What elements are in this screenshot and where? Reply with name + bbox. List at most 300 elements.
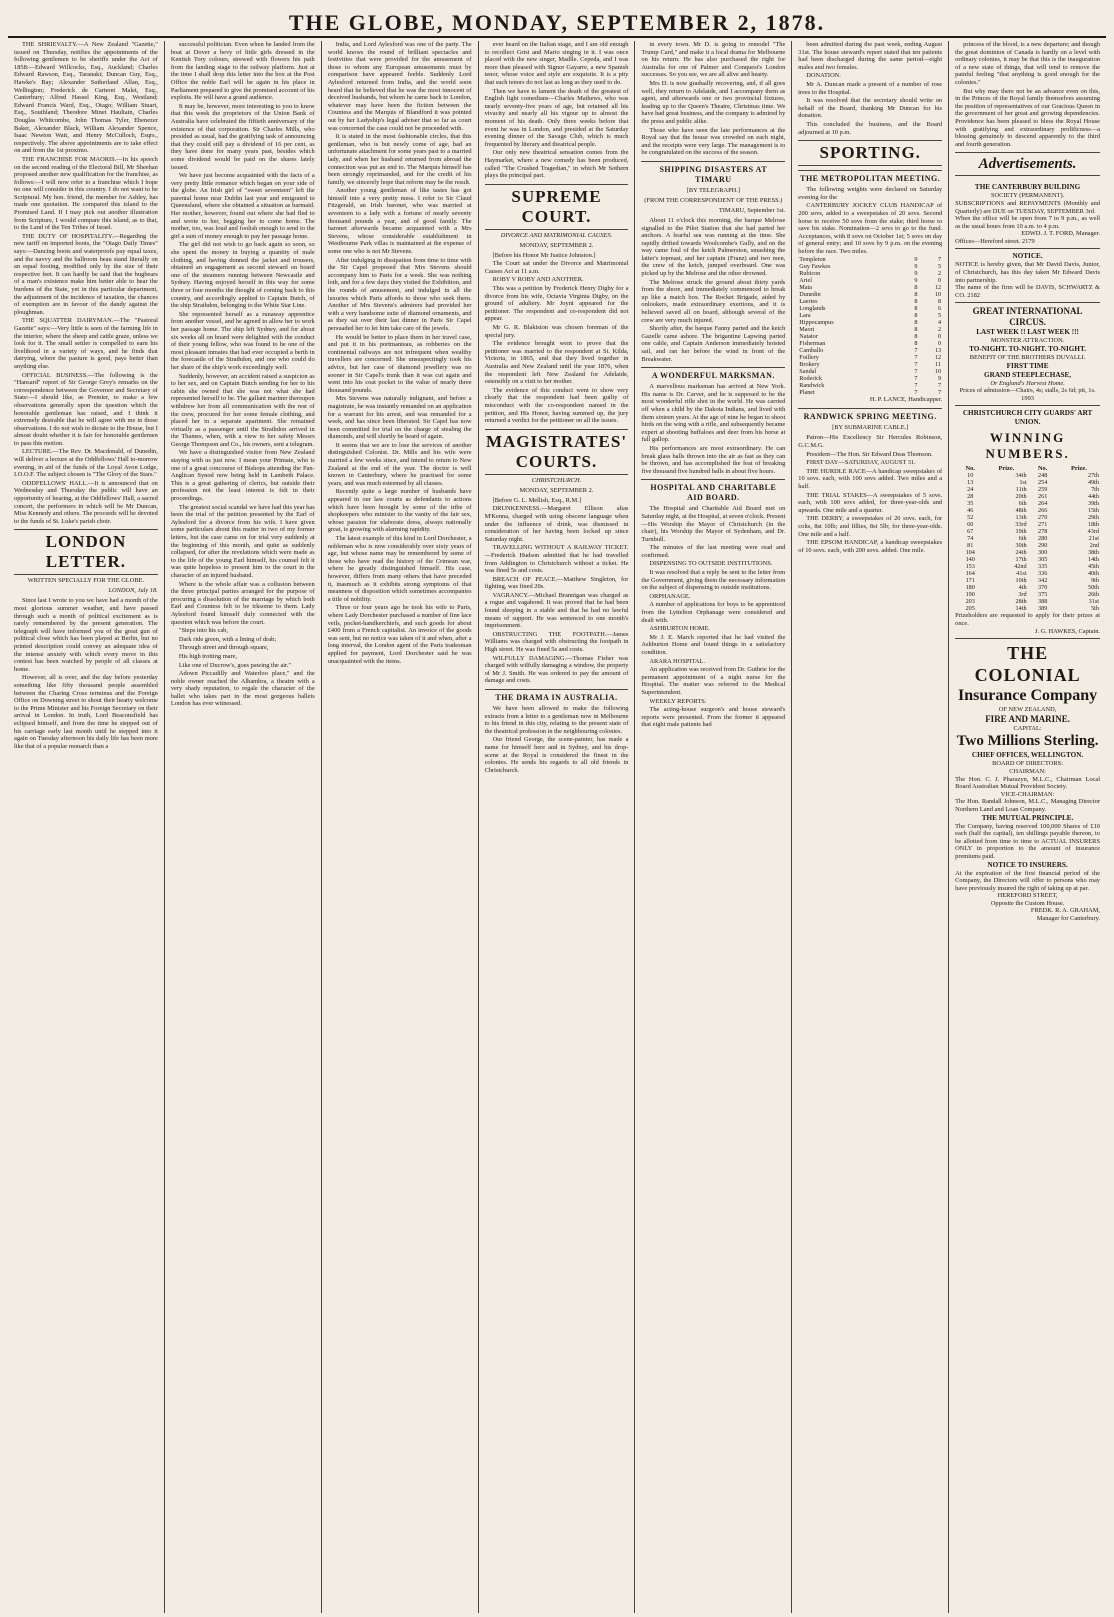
weights-row	[798, 368, 942, 375]
ticket-number: 336	[1038, 570, 1048, 578]
prize-rank: 3rd	[1018, 591, 1027, 599]
prize-rank: 28th	[1015, 598, 1027, 606]
weight-stone: 8	[914, 291, 918, 299]
weights-row	[798, 361, 942, 368]
metropolitan-meeting-body	[798, 186, 942, 255]
horse-name: Laertes	[799, 298, 818, 306]
article-paragraph: Mr A. Duncan made a present of a number of rose trees to the Hospital.	[798, 80, 943, 96]
weight-stone: 7	[914, 375, 918, 383]
ticket-number: 190	[965, 591, 975, 599]
prize-column-header: Prize.	[998, 465, 1015, 473]
prize-row	[955, 500, 1100, 507]
article-paragraph: A marvellous marksman has arrived at New York. His name is Dr. Carver, and he is supposed to be the most wonderful rifle shot in the world. He was carried off when a child by the Dakota Indians, and lived with them sixteen years. At the age of nine he began to shoot birds on the wing with a rifle, and subsequently became expert at shooting buffaloes and deer from his horse at full gallop.	[641, 383, 786, 444]
prize-rank: 5th	[1091, 605, 1099, 613]
insurance-mutual-text: The Company, having reserved 100,000 Shares of £10 each (half the capital), ten shillings payable thereon, to be allotted from time to time to ACTUAL INSURERS ONLY in proportion to the amount of insurance premiums paid.	[955, 822, 1100, 860]
prize-rank: 30th	[1015, 542, 1027, 550]
article-paragraph: Mr J. E. March reported that he had visited the Ashburton Home and found things in a satisfactory condition.	[641, 633, 786, 656]
weight-pounds: 12	[934, 284, 942, 292]
horse-name: Roderick	[799, 375, 822, 383]
drama-title: THE DRAMA IN AUSTRALIA.	[485, 689, 629, 703]
ticket-number: 335	[1038, 563, 1048, 571]
circus-tonight: TO-NIGHT. TO-NIGHT. TO-NIGHT.	[969, 345, 1087, 354]
hospital-board-body	[641, 505, 785, 729]
prize-rank: 2nd	[1089, 542, 1099, 550]
prize-rank: 26th	[1087, 591, 1099, 599]
ticket-number: 266	[1038, 507, 1048, 515]
ticket-number: 389	[1038, 605, 1048, 613]
prize-row	[955, 563, 1100, 570]
ticket-number: 171	[965, 577, 975, 585]
circus-last-week: LAST WEEK !! LAST WEEK !!!	[976, 328, 1079, 337]
article-paragraph: Another young gentleman of like tastes has got himself into a very pretty mess. I refer to Sir Claud Fitzgerald, an Irish baronet, who was married at seventeen to a lady with a fortune of nearly seventy thousand pounds a year, and of good family. The baronet afterwards became acquainted with a Mrs Stevens, whose considerable establishment in Westbourne Park villas is maintained at the expense of some one who is not Mr Stevens.	[327, 187, 472, 256]
ticket-number: 290	[1038, 542, 1048, 550]
london-letter-sub: WRITTEN SPECIALLY FOR THE GLOBE.	[27, 577, 145, 585]
prize-row	[955, 507, 1100, 514]
weights-row	[798, 319, 942, 326]
art-union-ad	[955, 406, 1100, 639]
ticket-number: 46	[967, 507, 974, 515]
ticket-number: 261	[1038, 493, 1048, 501]
london-letter-date: LONDON, July 18.	[108, 587, 158, 595]
article-paragraph: Those who have seen the late performances at the Royal say that the house was crowded on each night, and the receipts were very large. The management is to be congratulated on the success of the season.	[641, 126, 786, 157]
prize-rank: 42nd	[1014, 563, 1027, 571]
marksman-title: A WONDERFUL MARKSMAN.	[641, 367, 785, 381]
ticket-number: 248	[1038, 472, 1048, 480]
article-paragraph: THE FRANCHISE FOR MAORIS.—In his speech on the second reading of the Electoral Bill, Mr Sheehan proposed another new qualification for the franchise, as follows:—I will now refer to a franchise which I hope no one will consider in this country. I do not want to be Scriptural. My hon. friend, the member for Ashley, has made one quotation. He compared this island to the Promised Land. If I may pick out another illustration from Scripture, I would compare this island, as to that, to the Land of the Ten Tribes of Israel.	[14, 155, 158, 232]
article-paragraph: Through street and through square,	[178, 644, 269, 652]
article-paragraph: The latest example of this kind in Lord Dorchester, a nobleman who is now considerably over sixty years of age, but whose name may be remembered by some of those who have read the history of the Crimean war, where he greatly distinguished himself. His case, however, differs from many others that have preceded it, inasmuch as it exhibits strong symptoms of that meanness of disposition which sometimes accompanies a title of nobility.	[327, 535, 472, 603]
horse-name: Foillery	[799, 354, 819, 362]
court-paragraph: DRUNKENNESS.—Margaret Ellison alias M'Kenna, charged with using obscene language when under the influence of drink, was dismissed in consideration of her having been locked up since Saturday night.	[484, 505, 629, 543]
prize-signature: J. G. HAWKES, Captain.	[1035, 627, 1100, 635]
ticket-number: 203	[965, 598, 975, 606]
weight-pounds: 10	[934, 368, 942, 376]
article-paragraph: WEEKLY REPORTS.	[649, 697, 707, 705]
article-paragraph: His performances are most extraordinary. He can break glass balls thrown into the air as fast as they can be thrown, and has accomplished the feat of breaking five thousand five hundred balls in about five hours.	[641, 444, 786, 475]
weights-row	[798, 347, 942, 354]
weight-pounds: 13	[934, 347, 942, 355]
weights-row	[798, 298, 942, 305]
weight-pounds: 7	[938, 382, 942, 390]
prize-rank: 41st	[1016, 570, 1027, 578]
article-paragraph: An application was received from Dr. Guthrie for the permanent appointment of a night nurse for the Hospital. The matter was referred to the Medical Superintendent.	[641, 666, 786, 696]
magistrates-courts-sub: CHRISTCHURCH.	[531, 476, 582, 484]
weight-stone: 8	[914, 333, 918, 341]
winning-numbers-title: WINNING NUMBERS.	[985, 430, 1070, 462]
prize-row	[955, 598, 1100, 605]
weight-stone: 7	[914, 382, 918, 390]
magistrates-courts-body	[485, 497, 629, 685]
ticket-number: 74	[967, 535, 974, 543]
weights-table	[798, 256, 942, 396]
court-paragraph: The evidence of this conduct went to show very clearly that the respondent had been guilty of misconduct with the co-respondent named in the petition, and His Honor, having summed up, the jury returned a verdict for the petitioner on all the issues.	[484, 386, 629, 425]
prize-rank: 13th	[1015, 514, 1027, 522]
handicapper-signature: H. P. LANCE, Handicapper.	[869, 396, 943, 404]
prize-row	[955, 577, 1100, 584]
insurance-capital-label: CAPITAL:	[1013, 724, 1042, 732]
weights-row	[798, 326, 942, 333]
horse-name: Maori	[799, 326, 815, 334]
column-5-articles	[641, 41, 785, 157]
metropolitan-meeting-title: THE METROPOLITAN MEETING.	[798, 170, 942, 184]
prize-rank: 40th	[1087, 570, 1099, 578]
shipping-disasters-sub: [BY TELEGRAPH.]	[686, 186, 740, 194]
insurance-chairman: The Hon. C. J. Pharazyn, M.L.C., Chairman Local Board Australian Mutual Provident Society.	[955, 775, 1100, 791]
article-paragraph: Patron—His Excellency Sir Hercules Robinson, G.C.M.G.	[798, 434, 943, 450]
randwick-meeting-sub: [BY SUBMARINE CABLE.]	[832, 424, 909, 432]
article-paragraph: successful politician. Even when he landed from the boat at Dover a bevy of little girls dressed in the Kentish Tory colours, strewed with flowers his path from the landing stage to the railway platform. Just at the time I shall drop this letter into the box at the Post Office the noble Earl will be again in his place in Parliament prepared to give the promised account of his exploits. He will have a grand audience.	[170, 41, 315, 102]
article-paragraph: It seems that we are to lose the services of another distinguished Colonist. Dr. Mills and his wife were married a few weeks since, and intend to return to New Zealand at the end of the year. The doctor is well known in Canterbury, where he practised for some years, and was much esteemed by all classes.	[327, 441, 472, 487]
ticket-number: 205	[965, 605, 975, 613]
horse-name: Rubicon	[799, 270, 821, 278]
article-paragraph: The greatest social scandal we have had this year has been the trial of the petition presented by the Earl of Aylesford for a divorce from his wife. I have given some particulars about this matter in two of my former letters, but the case came on for trial very suddenly at the beginning of this month, and quite as suddenly collapsed, for after the revelations which were made as to the life of the young Earl himself, his counsel felt it was quite hopeless to present him to the court in the character of an injured husband.	[170, 503, 315, 579]
horse-name: Camballo	[799, 347, 824, 355]
prize-rank: 19th	[1015, 528, 1027, 536]
horse-name: Dunedin	[799, 291, 821, 299]
circus-harvest-home: Or England's Harvest Home.	[990, 379, 1065, 387]
building-society-name: THE CANTERBURY BUILDING	[974, 183, 1081, 192]
column-6	[792, 41, 949, 1613]
prize-row	[955, 521, 1100, 528]
article-paragraph: It may be, however, more interesting to you to know that this week the proprietors of the Union Bank of Australia have celebrated the fiftieth anniversary of the existence of that corporation. Sir Charles Mills, who presided as usual, had the gratifying task of announcing that they could still pay a dividend of 16 per cent, as they have done for many years past, besides which some dividend would be paid on the shares lately issued.	[170, 102, 315, 171]
prize-rank: 27th	[1087, 472, 1099, 480]
article-paragraph: Then we have to lament the death of the greatest of English light comedians—Charles Mathews, who was nearly seventy-five years of age, but retained all his vivacity and nearly all his vigour up to almost the moment of his death. Only three weeks before that event he was in London, and presided at the Saturday evening dinner of the Savage Club, which is much frequented by literary and theatrical people.	[484, 87, 629, 148]
horse-name: Lara	[799, 312, 811, 320]
supreme-court-body	[485, 252, 629, 425]
ticket-number: 264	[1038, 500, 1048, 508]
ticket-number: 67	[967, 528, 974, 536]
weight-pounds: 8	[938, 298, 942, 306]
article-paragraph: THE TRIAL STAKES—A sweepstakes of 5 sovs. each, with 100 sovs added, for three-year-olds and upwards. One mile and a quarter.	[798, 491, 943, 514]
article-paragraph: Dark ride green, with a lining of drab;	[178, 635, 277, 643]
ticket-number: 52	[967, 514, 974, 522]
weight-stone: 9	[914, 263, 918, 271]
court-paragraph: BREACH OF PEACE.—Matthew Singleton, for fighting, was fined 20s.	[484, 575, 629, 591]
circus-prices: Prices of admission—Chairs, 4s; stalls, 2s 6d; pit, 1s. 1993	[959, 387, 1096, 402]
column-7	[949, 41, 1106, 1613]
prize-rank: 9th	[1091, 577, 1099, 585]
weight-stone: 8	[914, 312, 918, 320]
weights-row	[798, 305, 942, 312]
prize-rank: 31st	[1088, 598, 1099, 606]
weights-row	[798, 270, 942, 277]
randwick-meeting-title: RANDWICK SPRING MEETING.	[798, 408, 942, 422]
weight-stone: 7	[914, 368, 918, 376]
prize-row	[955, 584, 1100, 591]
column-2-articles	[171, 41, 315, 708]
supreme-court-sub: DIVORCE AND MATRIMONIAL CAUSES.	[500, 231, 613, 239]
prize-row	[955, 528, 1100, 535]
ticket-number: 10	[967, 472, 974, 480]
article-paragraph: President—The Hon. Sir Edward Deas Thomson.	[806, 450, 933, 458]
london-letter-body	[14, 597, 158, 750]
prize-rank: 18th	[1087, 521, 1099, 529]
ticket-number: 388	[1038, 598, 1048, 606]
weight-pounds: 9	[938, 375, 942, 383]
article-paragraph: DONATION.	[806, 72, 841, 80]
circus-ad	[955, 303, 1100, 406]
horse-name: Longlands	[799, 305, 826, 313]
ticket-number: 342	[1038, 577, 1048, 585]
building-society-notice: SUBSCRIPTIONS and REPAYMENTS (Monthly and Quarterly) are DUE on TUESDAY, SEPTEMBER 3rd.	[955, 199, 1100, 215]
prize-rank: 44th	[1087, 493, 1099, 501]
article-paragraph: princess of the blood, is a new departure; and though the great dominion of Canada is hardly on a level with ordinary colonies, it may be that this is the inauguration of a new state of things, that will tend to remove the painful feeling "that anything is good enough for the colonies."	[955, 41, 1100, 86]
article-paragraph: The minutes of the last meeting were read and confirmed.	[641, 544, 786, 559]
prize-rank: 50th	[1087, 584, 1099, 592]
article-paragraph: Mrs Stevens was naturally indignant, and before a magistrate, he was instantly remanded on an application for a warrant for his arrest, and was remanded for a week, and has since been liberated. Sir Capel has now been committed for trial on the charge of stealing the diamonds, and will shortly be heard of again.	[327, 395, 472, 441]
marksman-body	[641, 383, 785, 475]
weight-stone: 8	[914, 298, 918, 306]
prize-rank: 24th	[1015, 549, 1027, 557]
circus-benefit: BENEFIT OF THE BROTHERS DUVALLI.	[969, 354, 1086, 362]
prize-rank: 11th	[1015, 486, 1027, 494]
weight-stone: 8	[914, 340, 918, 348]
article-paragraph: Adown Piccadilly and Waterloo place," and the noble owner reached the Alhambra, a theatre with a very shady reputation, to regale the character of the ballet who takes part in the most gorgeous ballets London has ever witnessed.	[170, 670, 315, 708]
article-paragraph: It was resolved that the secretary should write on behalf of the Board, thanking Mr Duncan for his donation.	[798, 97, 943, 120]
article-paragraph: in every town. Mr D. is going to remodel "The Trump Card," and make it a local drama for Melbourne on his return. He has also purchased the right for Australia for one of Palmer and Conquest's London successes. So you see, we are all alive and hearty.	[641, 41, 786, 79]
prize-row	[955, 542, 1100, 549]
prize-row	[955, 605, 1100, 612]
article-paragraph: DISPENSING TO OUTSIDE INSTITUTIONS.	[649, 560, 773, 568]
ticket-number: 164	[965, 570, 975, 578]
insurance-chairman-label: CHAIRMAN:	[1009, 767, 1046, 775]
weight-pounds: 0	[938, 333, 942, 341]
weight-pounds: 4	[938, 319, 942, 327]
horse-name: Sandal	[799, 368, 817, 376]
weights-row	[798, 375, 942, 382]
weight-stone: 9	[914, 270, 918, 278]
article-paragraph: We have just become acquainted with the facts of a very pretty little romance which began on your side of the globe. An Irish girl of "sweet seventeen" left the parental home near Dublin last year and emigrated to Queensland, where she obtained a situation as barmaid. Her mother, however, found out where she had fled to and wrote to her, begging her to come home. The mother, too, was loud and foolish enough to send to the girl a sum of money enough to pay her passage home.	[170, 172, 315, 240]
insurance-offices: CHIEF OFFICES, WELLINGTON.	[971, 751, 1084, 760]
drama-body	[485, 705, 629, 774]
prize-rank: 14th	[1087, 556, 1099, 564]
hospital-board-title: HOSPITAL AND CHARITABLE AID BOARD.	[641, 479, 785, 503]
insurance-fire-marine: FIRE AND MARINE.	[985, 713, 1070, 724]
article-paragraph: ORPHANAGE.	[649, 592, 691, 600]
prize-rank: 45th	[1087, 563, 1099, 571]
building-society-ad	[955, 180, 1100, 249]
horse-name: Natator	[799, 333, 818, 341]
article-paragraph: LECTURE.—The Rev. Dr. Macdonald, of Dunedin, will deliver a lecture at the Oddfellows' Hall to-morrow evening, in aid of the funds of the Loyal Avon Lodge, I.O.O.F. The subject chosen is "The Glory of the Stars."	[14, 448, 158, 479]
weight-stone: 8	[914, 326, 918, 334]
court-paragraph: The evidence brought went to prove that the petitioner was married to the respondent at St. Kilda, Victoria, in 1865, and that they lived together in Australia and New Zealand until the year 1876, when the respondent left New Zealand for Adelaide, ostensibly on a visit to her mother.	[484, 340, 629, 386]
column-5	[635, 41, 792, 1613]
court-paragraph: WILFULLY DAMAGING.—Thomas Fisher was charged with wilfully damaging a window, the property of Mr J. Smith. He was ordered to pay the amount of damage and costs.	[484, 654, 629, 685]
article-paragraph: We have a distinguished visitor from New Zealand staying with us just now. I mean your Primate, who is one of a great concourse of Bishops attending the Pan-Anglican Synod now being held in Lambeth Palace. This is a great gathering of clerics, but outside their profession not the least interest is felt in their proceedings.	[170, 449, 315, 503]
insurance-address: HEREFORD STREET,	[997, 892, 1058, 900]
building-society-manager: EDWD. J. T. FORD, Manager.	[1021, 230, 1100, 238]
article-paragraph: Three or four years ago he took his wife to Paris, where Lady Dorchester purchased a number of fine lace veils, pocket-handkerchiefs, and such goods for about £400 from a French capitalist. An invoice of the goods was sent, but no notice was taken of it and when, after a long interval, the London agent of the Paris tradesman applied for payment, Lord Dorchester said he was unacquainted with the items.	[327, 604, 472, 665]
ticket-number: 180	[965, 584, 975, 592]
horse-name: Ariel	[799, 277, 812, 285]
court-paragraph: OBSTRUCTING THE FOOTPATH.—James Williams was charged with obstructing the footpath in High street. He was fined 5s and costs.	[484, 630, 629, 654]
article-paragraph: He would be better to place them in her travel case, and put it in his portmanteau, as robberies on the continental railways are not infrequent when wealthy travellers are concerned. She unsuspectingly took his advice, but her case of diamond jewellery was no sooner in Sir Capel's trunk than it was cut again and went into his coat pocket to the value of nearly three thousand pounds.	[327, 333, 472, 394]
horse-name: Randwick	[799, 382, 825, 390]
colonial-name: THE COLONIAL	[974, 643, 1081, 686]
article-paragraph: THE DUTY OF HOSPITALITY.—Regarding the new tariff on imported boots, the "Otago Daily Times" says:—Dancing boots and waterproofs pay equal taxes, and the navvy and the ballroom beau stand literally on an equal footing, modified only by the size of their respective feet. It can hardly be said that the bugbears of a man's existence make him better able to bear the burdens of the State, yet in this particular department, the adjustment of the incidence of taxation, the chances of exemption are in favour of the dandy against the ploughman.	[14, 232, 158, 316]
circus-attraction: MONSTER ATTRACTION.	[990, 337, 1065, 345]
insurance-capital: Two Millions Sterling.	[956, 733, 1099, 750]
building-society-hours: When the office will be open from 7 to 9 p.m., as well as the usual hours from 10 a.m. to 4 p.m.	[955, 215, 1100, 230]
prize-rank: 48th	[1015, 507, 1027, 515]
ticket-number: 280	[1038, 535, 1048, 543]
prize-note: Prizeholders are requested to apply for their prizes at once.	[955, 612, 1100, 627]
article-paragraph: OFFICIAL BUSINESS.—The following is the "Hansard" report of Sir George Grey's remarks on the correspondence between the Governor and Secretary of State:—I should like, as Premier, to make a few observations generally upon the question which the honorable gentleman has raised, and I think it extremely desirable that he will agree with me in those observations. I do not wish to dictate to the House, but I almost doubt whether it is fair for honorable gentlemen to pass this motion.	[14, 371, 158, 447]
prize-rank: 10th	[1015, 577, 1027, 585]
prize-rank: 29th	[1087, 514, 1099, 522]
article-paragraph: Recently quite a large number of husbands have appeared in our law courts as defendants to actions which have been brought by some of the tribe of shopkeepers who minister to the vanity of the fair sex, whose passion for elaborate dress, always nationally great, is growing with alarming rapidity.	[327, 488, 472, 534]
article-paragraph: Our friend George, the scene-painter, has made a name for himself here and in Sydney, and his drop-scene at the Royal is considered the finest in the colonies. He sends his regards to all old friends in Christchurch.	[484, 736, 629, 774]
prize-rank: 39th	[1087, 500, 1099, 508]
article-paragraph: We have been allowed to make the following extracts from a letter to a gentleman now in Melbourne to his friend in this city, relating to the present state of the theatrical profession in the neighbouring colonies.	[484, 705, 629, 735]
article-paragraph: CANTERBURY JOCKEY CLUB HANDICAP of 200 sovs, added to a sweepstakes of 20 sovs. Second horse to receive 50 sovs from the stake; third horse to save his stake. Nomination—2 sovs to go to the fund. Acceptances, with 8 sovs on October 1st; 5 sovs on day of general entry; and 10 sovs by 9 p.m. on the evening before the race. Two miles.	[798, 202, 943, 255]
magistrates-courts-title: MAGISTRATES' COURTS.	[485, 429, 629, 475]
ticket-number: 35	[967, 500, 974, 508]
article-paragraph: been admitted during the past week, ending August 31st. The house steward's report stated that ten patients had been discharged during the same period—eight males and two females.	[798, 41, 943, 71]
article-paragraph: The following weights were declared on Saturday evening for the	[798, 186, 943, 201]
london-letter-title: LONDON LETTER.	[14, 529, 158, 575]
weight-stone: 7	[914, 361, 918, 369]
article-paragraph: The Melrose struck the ground about thirty yards from the shore, and immediately commenced to break up like a match box. The Rocket Brigade, aided by onlookers, made extraordinary exertions, and it is believed saved all on board, although several of the crew are very much injured.	[641, 278, 786, 324]
prize-rank: 7th	[1091, 486, 1099, 494]
prize-row	[955, 549, 1100, 556]
court-paragraph: VAGRANCY.—Michael Brannigan was charged as a rogue and vagabond. It was proved that he had been found sleeping in a stable and that he had no lawful means of support. He was sentenced to one month's imprisonment.	[484, 591, 629, 630]
prize-rank: 34th	[1015, 472, 1027, 480]
article-paragraph: The Hospital and Charitable Aid Board met on Saturday night, at the Hospital, at seven o'clock. Present—His Worship the Mayor of Christchurch (in the chair), his Worship the Mayor of Sydenham, and Dr. Turnbull.	[641, 505, 786, 543]
masthead: THE GLOBE, MONDAY, SEPTEMBER 2, 1878.	[8, 8, 1106, 38]
partnership-notice-firm: The name of the firm will be DAVIS, SCHWARTZ & CO. 2182	[955, 284, 1100, 299]
article-paragraph: But why may there not be an advance even on this, in the Princes of the Royal family themselves assuming the position of representatives of our Gracious Queen in the government of her great and growing dependencies. Providence has been pleased to bless the Royal House with gratifying and extraordinary prolificness—a blessing genuinely to descend apparently to the third and fourth generation.	[955, 87, 1100, 148]
weight-pounds: 6	[938, 305, 942, 313]
article-paragraph: It is stated in the most fashionable circles, that this gentleman, who is but newly come of age, had an unfortunate attachment for some years past to a married lady, and when her husband returned from abroad the connection was put an end to. The Marquis himself has been strongly reprimanded, and for the credit of his family, we sincerely hope that reform may be the result.	[327, 133, 472, 186]
court-paragraph: The Court sat under the Divorce and Matrimonial Causes Act at 11 a.m.	[484, 260, 629, 275]
weights-row	[798, 333, 942, 340]
insurance-notice-title: NOTICE TO INSURERS.	[987, 860, 1068, 869]
supreme-court-title: SUPREME COURT.	[485, 184, 629, 230]
weight-pounds: 5	[938, 312, 942, 320]
ticket-number: 270	[1038, 514, 1048, 522]
prize-row	[955, 514, 1100, 521]
prize-row	[955, 486, 1100, 493]
weights-row	[798, 277, 942, 284]
court-paragraph: This was a petition by Frederick Henry Digby for a divorce from his wife, Octavia Virginia Digby, on the ground of adultery. Mr Joynt appeared for the petitioner. The respondent and co-respondent did not appear.	[484, 285, 629, 323]
building-society-office: Offices—Hereford street. 2179	[955, 237, 1035, 245]
prize-row	[955, 479, 1100, 486]
prize-rank: 6th	[1018, 500, 1027, 508]
article-paragraph: THE SHRIEVALTY.—A New Zealand "Gazette," issued on Thursday, notifies the appointments of the following gentlemen to be sheriffs under the Act of 1858:—Edward Willcocks, Esq., Auckland; Charles Edward Rawson, Esq., Taranaki; Duncan Guy, Esq., Hawke's Bay; Alexander Sutherland Allan, Esq., Wellington; Frederick de Carteret Malet, Esq., Canterbury; Alfred Hassel King, Esq., Westland; Edward Francis Ward, Esq., Otago; William Stuart, Esq., Southland; Theodore Minet Haultain, Charles Douglas Whitcombe, John Thomas Tyler, Ebenezer Baker, Alexander Black, William Alexander Spence, Isaac Newton Watt, and Henry McCulloch, Esqrs., respectively. The above appointments are to take effect on and from the 1st proximo.	[14, 41, 158, 155]
article-paragraph: A number of applications for boys to be apprenticed from the Lyttelton Orphanage were considered and dealt with.	[641, 601, 786, 624]
court-paragraph: [Before his Honor Mr Justice Johnston.]	[492, 251, 596, 259]
prize-row	[955, 570, 1100, 577]
court-paragraph: ROBY V ROBY AND ANOTHER.	[492, 276, 584, 284]
prize-rank: 6th	[1018, 535, 1027, 543]
column-7-articles	[955, 41, 1100, 148]
shipping-disasters-source: (FROM THE CORRESPONDENT OF THE PRESS.)	[644, 196, 783, 204]
partnership-notice-text: NOTICE is hereby given, that Mr David Davis, Junior, of Christchurch, has this day taken Mr Edward Davis into partnership.	[955, 261, 1100, 284]
article-paragraph: Mrs D. is now gradually recovering, and, if all goes well, they return to Adelaide, and I accompany them as agent, and afterwards one or two provincial fixtures, leading up to the Queen's Theatre, Christmas time. We have had great business, and the company is admired by the press and public alike.	[641, 79, 786, 125]
article-paragraph: Like one of Ducrow's, goes pawing the air."	[178, 661, 292, 669]
ticket-number: 24	[967, 486, 974, 494]
insurance-board: BOARD OF DIRECTORS:	[992, 760, 1064, 768]
prize-rank: 14th	[1015, 605, 1027, 613]
letter-paragraph: Since last I wrote to you we have had a month of the most glorious summer weather, and have passed through such a month of political excitement as is rarely remembered by the present generation. The telegraph will have informed you of the great gun of political close which has been played at Berlin, but no printed description could convey an adequate idea of the intense anxiety with which every move in this contest has been watched by people of all classes at home.	[14, 597, 158, 673]
prize-row	[955, 556, 1100, 563]
article-paragraph: About 11 o'clock this morning, the barque Melrose signalled to the Pilot Station that she had parted her anchors. A fearful sea was running at the time. She rapidly drifted towards Woolcombe's Gully, and on the way came foul of the ketch Palmerston, smashing the latter's topmast, and her captain (Franz) and two men, the crew of the ketch, jumped overboard. One was picked up by the Melrose and the other drowned.	[641, 216, 786, 278]
partnership-notice-ad	[955, 249, 1100, 303]
weight-stone: 8	[914, 284, 918, 292]
prize-column-header: No.	[965, 465, 975, 473]
article-paragraph: THE HURDLE RACE—A handicap sweepstakes of 10 sovs. each, with 100 sovs added. Two miles and a half.	[798, 467, 943, 491]
article-paragraph: Shortly after, the barque Fanny parted and the ketch Gazelle came ashore. The brigantine Lapwing parted one cable, and Captain Anderson immediately hoisted sail, and ran her before the wind in front of the Breakwater.	[641, 325, 786, 363]
horse-name: Hippocampus	[799, 319, 834, 327]
article-paragraph: The acting-house surgeon's and house steward's reports were presented. From the former it appeared that eight male patients had	[641, 706, 786, 729]
letter-paragraph: However, all is over, and the day before yesterday something like fifty thousand people assembled between the Charing Cross terminus and the Foreign Office on Downing street to shout their hearty welcome to the Prime Minister and his Foreign Secretary on their arrival in London. In truth, Lord Beaconsfield has eclipsed himself, and from the time he stepped out of his carriage early last month until he stepped into it again on Tuesday afternoon his daily life has been more like that of a popular monarch than a	[14, 674, 158, 750]
prize-rank: 33rd	[1015, 521, 1027, 529]
weights-row	[798, 312, 942, 319]
article-paragraph: India, and Lord Aylesford was one of the party. The world knows the round of brilliant spectacles and festivities that were provided for the amusement of those to whom any European amusements must by comparison have appeared feeble. Suddenly Lord Aylesford returned from India, and the world soon heard that he believed that he was the most innocent of deceived husbands, but whom he came back to London, whatever may have been the fiction between the Countess and the Marquis of Blandford it was pointed out by her Ladyship's legal adviser that so far as court was concerned the case could not be proceeded with.	[327, 41, 472, 132]
weight-pounds: 5	[938, 263, 942, 271]
weight-pounds: 2	[938, 326, 942, 334]
court-paragraph: [Before G. L. Mellish, Esq., R.M.]	[492, 496, 581, 504]
insurance-manager-title: Manager for Canterbury.	[1036, 915, 1100, 923]
weight-stone: 7	[914, 354, 918, 362]
ticket-number: 140	[965, 556, 975, 564]
insurance-notice-text: At the expiration of the first financial period of the Company, the Directors will offer to persons who may have previously insured the right of taking up at par.	[955, 869, 1100, 892]
weight-stone: 9	[914, 277, 918, 285]
article-paragraph: ODDFELLOWS' HALL.—It is announced that on Wednesday and Thursday the public will have an opportunity of hearing, at the Oddfellows' Hall, a sacred concert, the performers in which will be Mr Duncan, Miss Kennedy and others. The proceeds will be devoted to the funds of St. Luke's parish choir.	[14, 479, 158, 525]
horse-name: Brokery	[799, 361, 820, 369]
article-paragraph: Suddenly, however, an accident raised a suspicion as to her sex, and on Captain Butch sending for her to his cabin she owned that she was not what she had represented herself to be. The gallant mariner thereupon withdrew her from all communication with the rest of the crew, procured for her some female clothing, and placed her in a separate apartment. She remained virtually as a passenger until the Strathdon arrived in the Thames, when, with a view to her safety Messrs George Thompson and Co., his owners, sent a telegram.	[170, 372, 315, 448]
weights-row	[798, 263, 942, 270]
article-paragraph: This concluded the business, and the Board adjourned at 10 p.m.	[798, 120, 943, 136]
prize-column-header: No.	[1037, 465, 1048, 473]
article-paragraph: It was resolved that a reply be sent to the letter from the Government, giving them the necessary information on the subject of dispensing to outside institutions.	[641, 569, 786, 592]
ticket-number: 81	[967, 542, 974, 550]
weight-pounds: 2	[938, 270, 942, 278]
column-3-articles	[328, 41, 472, 665]
colonial-insurance-ad	[955, 639, 1100, 925]
sporting-title: SPORTING.	[798, 140, 942, 166]
horse-name: Planet	[799, 389, 815, 397]
weight-pounds: 7	[938, 389, 942, 397]
weights-row	[798, 382, 942, 389]
article-paragraph: THE SQUATTER DAIRYMAN.—The "Pastoral Gazette" says:—Very little is seen of the farming life in the interior, where the sheep and cattle graze, unless we look for it. The small settler is compelled to earn his livelihood in a variety of ways, and he finds that dairying, where the pasture is good, pays better than anything else.	[14, 317, 158, 370]
weights-row	[798, 256, 942, 263]
prize-rank: 4th	[1018, 584, 1027, 592]
weight-pounds: 10	[934, 291, 942, 299]
insurance-mutual-title: THE MUTUAL PRINCIPLE.	[981, 813, 1074, 822]
article-paragraph: His high trotting mare,	[178, 652, 238, 660]
court-paragraph: Mr G. R. Blakiston was chosen foreman of the special jury.	[484, 324, 629, 339]
prize-row	[955, 535, 1100, 542]
weight-pounds: 7	[938, 256, 942, 264]
weight-pounds: 0	[938, 277, 942, 285]
ticket-number: 153	[965, 563, 975, 571]
circus-name: GREAT INTERNATIONAL CIRCUS.	[972, 306, 1083, 328]
article-paragraph: She represented herself as a runaway apprentice from another vessel, and he agreed to allow her to work her passage home. The ship left Sydney, and for about six weeks all on board were delighted with the conduct of their young fellow, who was found to be one of the most pleasant inmates that had ever occupied a berth in the forecastle of the Strathdon, and one who could do her share of the ship's work exceedingly well.	[170, 310, 315, 371]
prize-rank: 15th	[1087, 507, 1099, 515]
article-paragraph: ARARA HOSPITAL.	[649, 657, 706, 665]
prize-rank: 38th	[1087, 549, 1099, 557]
insurance-company: Insurance Company	[958, 687, 1098, 705]
horse-name: Mata	[799, 284, 812, 292]
column-4-articles	[485, 41, 629, 180]
horse-name: Templeton	[799, 256, 826, 264]
prize-row	[955, 591, 1100, 598]
column-6-articles	[798, 41, 942, 136]
article-paragraph: ASHBURTON HOME.	[649, 625, 710, 633]
weights-row	[798, 291, 942, 298]
